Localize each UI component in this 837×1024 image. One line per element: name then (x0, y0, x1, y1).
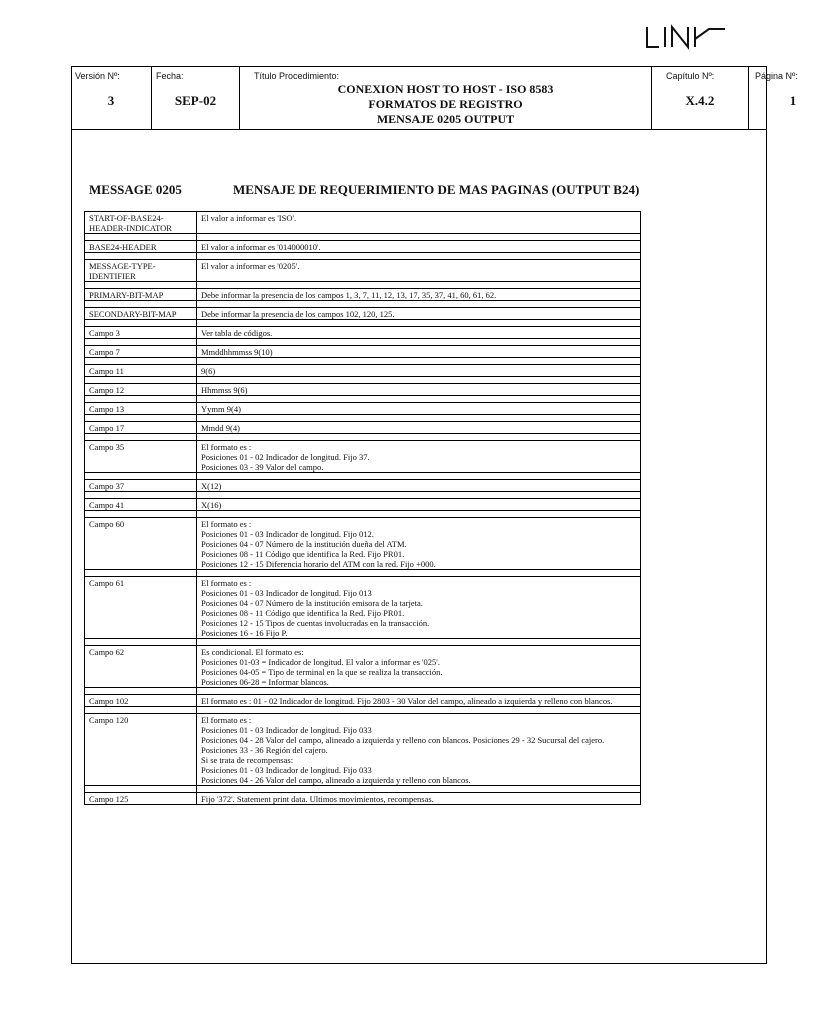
field-name: Campo 11 (85, 365, 197, 377)
row-separator (85, 511, 641, 518)
title-line: MENSAJE 0205 OUTPUT (376, 112, 515, 126)
separator-cell (85, 396, 197, 403)
row-separator (85, 570, 641, 577)
description-line: Posiciones 03 - 39 Valor del campo. (201, 462, 324, 472)
separator-cell (197, 688, 641, 695)
row-separator (85, 358, 641, 365)
version-value: 3 (107, 93, 115, 108)
row-separator (85, 707, 641, 714)
description-line: Posiciones 01 - 03 Indicador de longitud. Fijo 012. (201, 529, 374, 539)
field-name: Campo 35 (85, 441, 197, 473)
description-line: 9(6) (201, 366, 216, 376)
separator-cell (197, 639, 641, 646)
message-code: MESSAGE 0205 (89, 182, 182, 197)
field-row (85, 646, 641, 688)
field-description (197, 577, 641, 639)
page-value: 1 (789, 93, 797, 108)
row-separator (85, 688, 641, 695)
field-description (197, 241, 641, 253)
separator-cell (85, 434, 197, 441)
procedure-title (240, 82, 651, 127)
field-row (85, 365, 641, 377)
field-row (85, 403, 641, 415)
separator-cell (197, 492, 641, 499)
separator-cell (85, 492, 197, 499)
title-label: Título Procedimiento: (254, 71, 340, 81)
field-name: Campo 41 (85, 499, 197, 511)
separator-cell (85, 511, 197, 518)
field-name: Campo 17 (85, 422, 197, 434)
row-separator (85, 320, 641, 327)
description-line: Mmddhhmmss 9(10) (201, 347, 273, 357)
description-line: Fijo '372'. Statement print data. Ultimos movimientos, recompensas. (201, 794, 434, 804)
field-name: PRIMARY-BIT-MAP (85, 289, 197, 301)
separator-cell (85, 301, 197, 308)
field-description (197, 212, 641, 234)
description-line: Debe informar la presencia de los campos 102, 120, 125. (201, 309, 395, 319)
description-line: Posiciones 04 - 07 Número de la institución emisora de la tarjeta. (201, 598, 423, 608)
field-name: Campo 125 (85, 793, 197, 805)
field-description (197, 365, 641, 377)
chapter-cell (652, 66, 749, 129)
separator-cell (197, 396, 641, 403)
description-line: El valor a informar es '0205'. (201, 261, 300, 271)
separator-cell (197, 339, 641, 346)
description-line: Posiciones 12 - 15 Diferencia horario del ATM con la red. Fijo +000. (201, 559, 436, 569)
separator-cell (197, 253, 641, 260)
field-name: Campo 60 (85, 518, 197, 570)
description-line: El formato es : (201, 442, 252, 452)
description-line: Yymm 9(4) (201, 404, 241, 414)
field-description (197, 422, 641, 434)
description-line: X(16) (201, 500, 222, 510)
field-description (197, 327, 641, 339)
description-line: Es condicional. El formato es: (201, 647, 304, 657)
date-cell (152, 66, 240, 129)
separator-cell (197, 377, 641, 384)
separator-cell (197, 301, 641, 308)
field-row (85, 384, 641, 396)
field-description (197, 441, 641, 473)
separator-cell (197, 473, 641, 480)
fields-table (84, 211, 641, 805)
description-line: X(12) (201, 481, 222, 491)
field-description (197, 793, 641, 805)
description-line: Posiciones 04 - 28 Valor del campo, alineado a izquierda y relleno con blancos. Posiciones 29 - 32 Sucursal del cajero. (201, 735, 605, 745)
separator-cell (197, 570, 641, 577)
field-row (85, 480, 641, 492)
description-line: El formato es : (201, 578, 252, 588)
row-separator (85, 234, 641, 241)
field-description (197, 714, 641, 786)
description-line: Posiciones 06-28 = Informar blancos. (201, 677, 329, 687)
field-name: SECONDARY-BIT-MAP (85, 308, 197, 320)
row-separator (85, 492, 641, 499)
separator-cell (85, 282, 197, 289)
field-row (85, 499, 641, 511)
version-label: Versión Nº: (75, 71, 120, 81)
field-row (85, 577, 641, 639)
description-line: Posiciones 04-05 = Tipo de terminal en la que se realiza la transacción. (201, 667, 443, 677)
field-description (197, 646, 641, 688)
field-row (85, 289, 641, 301)
field-row (85, 518, 641, 570)
separator-cell (197, 786, 641, 793)
description-line: Posiciones 12 - 15 Tipos de cuentas involucradas en la transacción. (201, 618, 430, 628)
message-description: MENSAJE DE REQUERIMIENTO DE MAS PAGINAS (OUTPUT B24) (233, 182, 640, 197)
field-row (85, 241, 641, 253)
description-line: Posiciones 01-03 = Indicador de longitud. El valor a informar es '025'. (201, 657, 440, 667)
field-name: Campo 13 (85, 403, 197, 415)
description-line: Posiciones 01 - 03 Indicador de longitud. Fijo 033 (201, 765, 372, 775)
field-row (85, 346, 641, 358)
field-name: Campo 7 (85, 346, 197, 358)
separator-cell (85, 320, 197, 327)
field-description (197, 499, 641, 511)
field-row (85, 260, 641, 282)
separator-cell (197, 282, 641, 289)
field-row (85, 327, 641, 339)
row-separator (85, 339, 641, 346)
field-name: MESSAGE-TYPE-IDENTIFIER (85, 260, 197, 282)
row-separator (85, 253, 641, 260)
description-line: Hhmmss 9(6) (201, 385, 248, 395)
field-row (85, 212, 641, 234)
field-description (197, 260, 641, 282)
separator-cell (85, 473, 197, 480)
row-separator (85, 301, 641, 308)
field-row (85, 714, 641, 786)
field-description (197, 480, 641, 492)
field-name: Campo 12 (85, 384, 197, 396)
description-line: El valor a informar es '014000010'. (201, 242, 321, 252)
separator-cell (85, 253, 197, 260)
field-name: Campo 62 (85, 646, 197, 688)
title-line: FORMATOS DE REGISTRO (368, 97, 523, 111)
description-line: Posiciones 04 - 07 Número de la institución dueña del ATM. (201, 539, 407, 549)
separator-cell (197, 707, 641, 714)
row-separator (85, 415, 641, 422)
description-line: Posiciones 16 - 16 Fijo P. (201, 628, 288, 638)
row-separator (85, 639, 641, 646)
field-row (85, 793, 641, 805)
version-cell (71, 66, 152, 129)
separator-cell (85, 786, 197, 793)
date-value: SEP-02 (174, 93, 217, 108)
separator-cell (197, 234, 641, 241)
description-line: Posiciones 01 - 03 Indicador de longitud. Fijo 013 (201, 588, 372, 598)
description-line: Posiciones 08 - 11 Código que identifica la Red. Fijo PR01. (201, 549, 405, 559)
date-label: Fecha: (156, 71, 184, 81)
description-line: Posiciones 01 - 02 Indicador de longitud. Fijo 37. (201, 452, 370, 462)
separator-cell (197, 434, 641, 441)
separator-cell (197, 320, 641, 327)
description-line: Mmdd 9(4) (201, 423, 240, 433)
description-line: Debe informar la presencia de los campos 1, 3, 7, 11, 12, 13, 17, 35, 37, 41, 60, 61, 62. (201, 290, 497, 300)
description-line: Posiciones 01 - 03 Indicador de longitud. Fijo 033 (201, 725, 372, 735)
description-line: Ver tabla de códigos. (201, 328, 273, 338)
field-name: Campo 3 (85, 327, 197, 339)
separator-cell (85, 707, 197, 714)
description-line: Posiciones 33 - 36 Región del cajero. (201, 745, 328, 755)
separator-cell (85, 234, 197, 241)
title-line: CONEXION HOST TO HOST - ISO 8583 (337, 82, 554, 96)
separator-cell (85, 339, 197, 346)
field-name: Campo 37 (85, 480, 197, 492)
field-description (197, 289, 641, 301)
separator-cell (85, 377, 197, 384)
field-name: Campo 61 (85, 577, 197, 639)
field-name: Campo 102 (85, 695, 197, 707)
field-description (197, 403, 641, 415)
link-logo (645, 24, 727, 50)
page-number-cell (749, 66, 837, 129)
field-description (197, 695, 641, 707)
page-label: Página Nº: (755, 71, 798, 81)
description-line: Posiciones 08 - 11 Código que identifica la Red. Fijo PR01. (201, 608, 405, 618)
description-line: El formato es : (201, 715, 252, 725)
field-description (197, 384, 641, 396)
row-separator (85, 377, 641, 384)
field-name: Campo 120 (85, 714, 197, 786)
field-row (85, 695, 641, 707)
row-separator (85, 282, 641, 289)
row-separator (85, 434, 641, 441)
row-separator (85, 473, 641, 480)
description-line: Si se trata de recompensas: (201, 755, 294, 765)
separator-cell (85, 639, 197, 646)
separator-cell (197, 358, 641, 365)
field-description (197, 518, 641, 570)
description-line: El formato es : 01 - 02 Indicador de longitud. Fijo 2803 - 30 Valor del campo, alineado a izquierda y relleno con blancos. (201, 696, 613, 706)
row-separator (85, 786, 641, 793)
field-description (197, 346, 641, 358)
document-header (71, 66, 798, 130)
field-name: START-OF-BASE24-HEADER-INDICATOR (85, 212, 197, 234)
field-row (85, 441, 641, 473)
field-row (85, 308, 641, 320)
field-name: BASE24-HEADER (85, 241, 197, 253)
separator-cell (85, 358, 197, 365)
description-line: El valor a informar es 'ISO'. (201, 213, 297, 223)
separator-cell (197, 415, 641, 422)
field-row (85, 422, 641, 434)
field-description (197, 308, 641, 320)
separator-cell (85, 688, 197, 695)
separator-cell (85, 570, 197, 577)
chapter-value: X.4.2 (685, 93, 715, 108)
title-cell (240, 66, 652, 129)
description-line: Posiciones 04 - 26 Valor del campo, alineado a izquierda y relleno con blancos. (201, 775, 471, 785)
separator-cell (85, 415, 197, 422)
description-line: El formato es : (201, 519, 252, 529)
chapter-label: Capítulo Nº: (666, 71, 715, 81)
separator-cell (197, 511, 641, 518)
row-separator (85, 396, 641, 403)
